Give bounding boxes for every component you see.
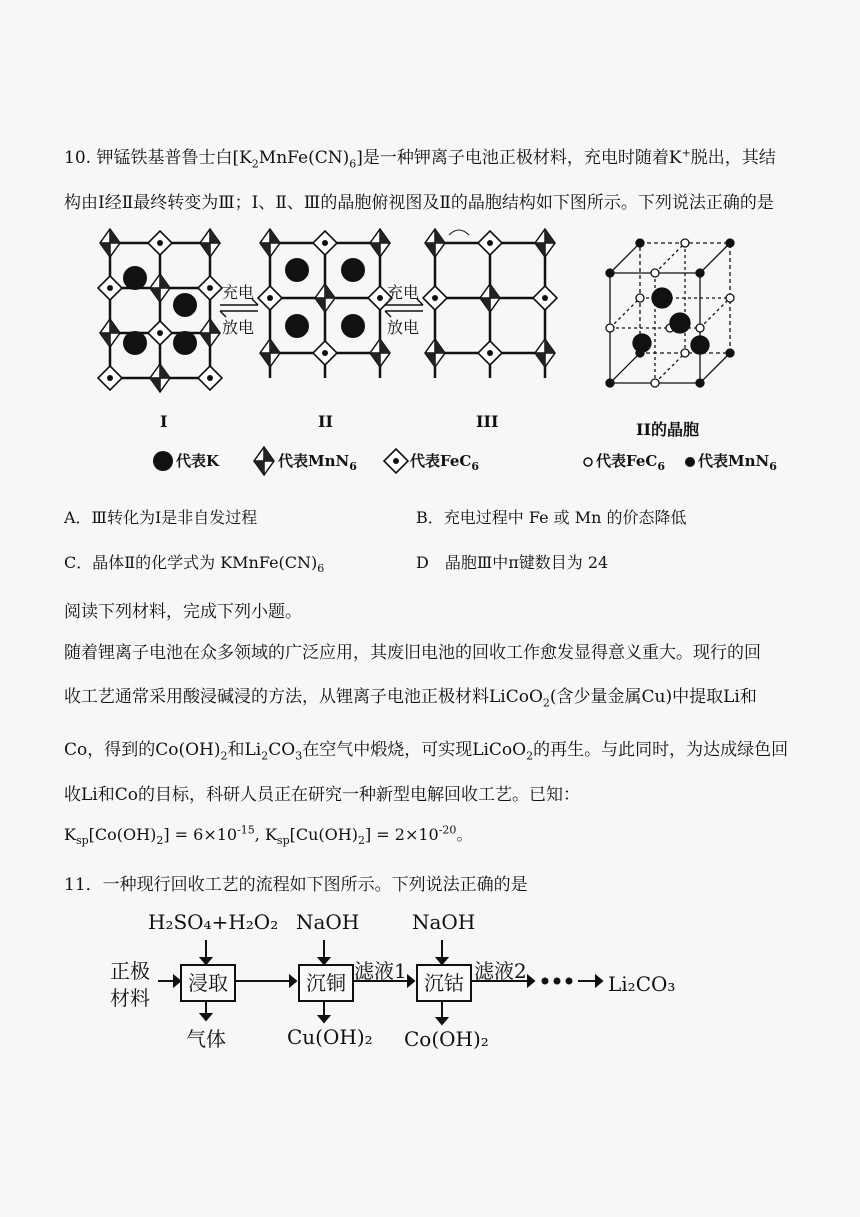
ksp-f: , K bbox=[254, 825, 277, 844]
ksp-c: 2 bbox=[156, 834, 164, 848]
reagent-2: NaOH bbox=[296, 910, 360, 934]
p3-sub2: 2 bbox=[261, 749, 269, 763]
legend-mnn6-small bbox=[685, 457, 695, 467]
arrow1-top-label: 充电 bbox=[222, 283, 255, 302]
option-a: A．Ⅲ转化为Ⅰ是非自发过程 bbox=[64, 508, 258, 527]
p3-sub: 2 bbox=[220, 749, 228, 763]
formula-k-sub: 2 bbox=[251, 157, 259, 171]
filtrate-2: 滤液2 bbox=[474, 959, 527, 983]
legend-mnn6-b-text: 代表MnN bbox=[698, 452, 770, 470]
p3-d: 在空气中煅烧，可实现LiCoO bbox=[302, 740, 527, 760]
legend-fec6-b-sub: 6 bbox=[657, 460, 665, 473]
p2-b: (含少量金属Cu)中提取Li和 bbox=[549, 687, 757, 707]
input-line1: 正极 bbox=[110, 959, 150, 983]
input-line2: 材料 bbox=[110, 986, 150, 1010]
p3-sub3: 3 bbox=[295, 749, 303, 763]
ksp-e: -15 bbox=[237, 823, 255, 837]
legend-fec6-symbol bbox=[384, 449, 408, 473]
box3-label: 沉钴 bbox=[424, 971, 464, 995]
formula-k: K bbox=[239, 148, 252, 168]
output-cooh2: Co(OH)₂ bbox=[404, 1027, 489, 1051]
q10-text-b: 是一种钾离子电池正极材料，充电时随着K bbox=[362, 148, 682, 168]
legend-fec6-small bbox=[584, 458, 592, 466]
product-li2co3: Li₂CO₃ bbox=[608, 972, 676, 996]
legend-fec6 bbox=[410, 450, 479, 473]
passage-line2 bbox=[64, 682, 757, 709]
ksp-line bbox=[64, 822, 472, 847]
q10-text-a: 10. 钾锰铁基普鲁士白 bbox=[64, 148, 233, 168]
legend-k-text: 代表K bbox=[176, 452, 220, 470]
q10-text-c: 脱出，其结 bbox=[690, 148, 776, 168]
structure-II bbox=[258, 229, 392, 378]
formula-mid: MnFe(CN) bbox=[258, 148, 350, 168]
q10-line1: 10. 钾锰铁基普鲁士白$[K_2MnFe(CN)_6]$是一种钾离子电池正极材料，充电时随着K+脱出，其结 bbox=[64, 146, 776, 171]
ksp-a: K bbox=[64, 825, 76, 844]
flow-arrows bbox=[0, 930, 860, 1090]
legend-k-symbol bbox=[153, 451, 173, 471]
reagent-3: NaOH bbox=[412, 910, 476, 934]
legend-mnn6-b-sub: 6 bbox=[769, 460, 777, 473]
legend-fec6-b-text: 代表FeC bbox=[596, 452, 658, 470]
output-gas: 气体 bbox=[186, 1027, 226, 1051]
passage-line1: 随着锂离子电池在众多领域的广泛应用，其废旧电池的回收工作愈发显得意义重大。现行的回 bbox=[64, 643, 761, 663]
ksp-k: -20 bbox=[438, 823, 457, 837]
ksp-j: ] = 2×10 bbox=[364, 825, 439, 844]
p3-c: CO bbox=[268, 740, 296, 760]
ksp-sub: sp bbox=[75, 834, 89, 848]
passage-line4: 收Li和Co的目标，科研人员正在研究一种新型电解回收工艺。已知： bbox=[64, 785, 580, 805]
unit-cell-II bbox=[606, 239, 734, 387]
p2-a: 收工艺通常采用酸浸碱浸的方法，从锂离子电池正极材料LiCoO bbox=[64, 687, 543, 707]
structure-III bbox=[423, 229, 557, 378]
p3-sub4: 2 bbox=[526, 749, 534, 763]
formula-sub6: 6 bbox=[349, 157, 357, 171]
legend-mnn6-text: 代表MnN bbox=[278, 452, 350, 470]
q10-line2: 构由Ⅰ经Ⅱ最终转变为Ⅲ；Ⅰ、Ⅱ、Ⅲ的晶胞俯视图及Ⅱ的晶胞结构如下图所示。下列说法正确的是 bbox=[64, 193, 774, 213]
label-unit-cell: II的晶胞 bbox=[636, 420, 699, 439]
arrow2-top-label: 充电 bbox=[387, 283, 420, 302]
passage-intro: 阅读下列材料，完成下列小题。 bbox=[64, 602, 302, 622]
ksp-i: 2 bbox=[357, 834, 365, 848]
option-c-sub: 6 bbox=[317, 562, 325, 576]
reagent-1: H₂SO₄+H₂O₂ bbox=[148, 910, 279, 934]
option-c-cn: (CN) bbox=[278, 553, 318, 572]
arrow2-bottom-label: 放电 bbox=[387, 318, 420, 337]
output-cuoh2: Cu(OH)₂ bbox=[287, 1025, 373, 1049]
structure-I bbox=[98, 229, 222, 392]
label-I: I bbox=[160, 412, 168, 431]
p2-sub: 2 bbox=[542, 696, 550, 710]
legend-mnn6 bbox=[278, 450, 357, 473]
q11-text: 11．一种现行回收工艺的流程如下图所示。下列说法正确的是 bbox=[64, 875, 528, 895]
label-III: III bbox=[476, 412, 499, 431]
box2-label: 沉铜 bbox=[306, 971, 346, 995]
passage-line3 bbox=[64, 735, 788, 762]
legend-fec6-text: 代表FeC bbox=[410, 452, 472, 470]
legend-k bbox=[176, 450, 219, 471]
p3-a: Co，得到的Co(OH) bbox=[64, 740, 221, 760]
arrow1-bottom-label: 放电 bbox=[222, 318, 255, 337]
ksp-l: 。 bbox=[456, 825, 473, 844]
crystal-figure bbox=[0, 225, 860, 445]
option-c bbox=[64, 550, 324, 575]
legend-fec6-sub: 6 bbox=[471, 460, 479, 473]
p3-e: 的再生。与此同时，为达成绿色回 bbox=[533, 740, 789, 760]
label-II: II bbox=[318, 412, 333, 431]
ksp-b: [Co(OH) bbox=[88, 825, 157, 844]
option-b: B．充电过程中 Fe 或 Mn 的价态降低 bbox=[416, 508, 687, 527]
ksp-g: sp bbox=[276, 834, 290, 848]
ksp-h: [Cu(OH) bbox=[289, 825, 358, 844]
option-d: D 晶胞Ⅲ中π键数目为 24 bbox=[416, 553, 609, 572]
k-plus: + bbox=[681, 146, 691, 160]
p3-b: 和Li bbox=[227, 740, 262, 760]
legend-mnn6-symbol bbox=[254, 447, 274, 475]
ksp-d: ] = 6×10 bbox=[163, 825, 238, 844]
legend-mnn6-b bbox=[698, 450, 777, 473]
filtrate-1: 滤液1 bbox=[354, 959, 407, 983]
option-c-text: C．晶体Ⅱ的化学式为 KMnFe bbox=[64, 553, 279, 572]
legend-fec6-b bbox=[596, 450, 665, 473]
legend-mnn6-sub: 6 bbox=[349, 460, 357, 473]
box1-label: 浸取 bbox=[188, 971, 228, 995]
